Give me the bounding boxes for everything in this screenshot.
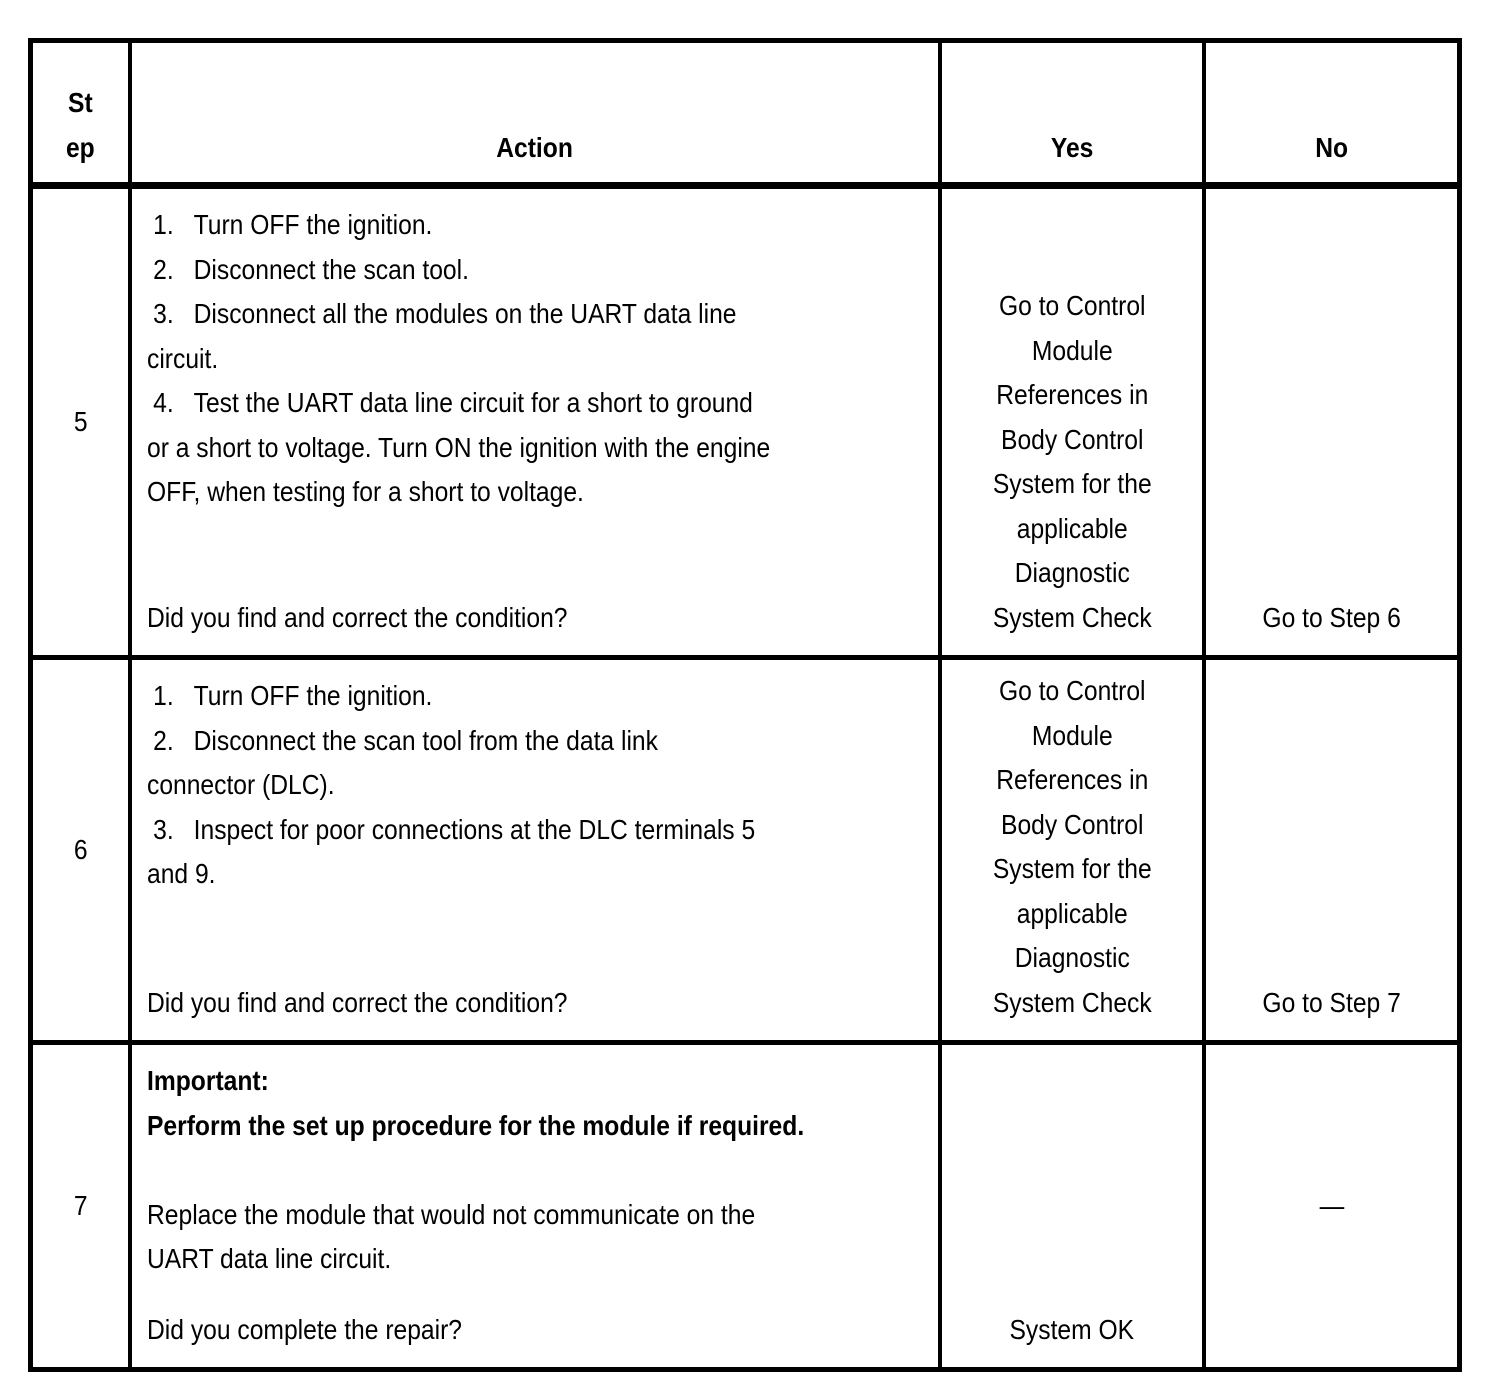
table-header-no-label: No (1315, 131, 1348, 163)
yes-line: System for the (992, 468, 1152, 499)
no-cell (1206, 189, 1457, 660)
table-header-yes (942, 43, 1206, 189)
action-line: Perform the set up procedure for the module if required. (147, 1109, 805, 1141)
no-lines (1262, 596, 1400, 641)
step-number: 5 (73, 405, 88, 437)
step-cell (33, 189, 132, 660)
action-lines (147, 203, 836, 515)
yes-line: System for the (992, 853, 1152, 884)
yes-line: Go to Control (998, 290, 1146, 321)
yes-line: References in (995, 764, 1149, 795)
action-line: 4. Test the UART data line circuit for a short to ground (153, 381, 836, 426)
yes-line: References in (995, 379, 1149, 410)
question-text: Did you find and correct the condition? (147, 601, 568, 633)
step-number: 7 (73, 1189, 88, 1221)
step-cell (33, 660, 132, 1045)
action-line: and 9. (147, 858, 216, 889)
list-number: 2. (153, 253, 174, 285)
yes-line: System OK (1009, 1313, 1135, 1345)
action-line: 2. Disconnect the scan tool from the data link (153, 719, 836, 764)
yes-cell (942, 1045, 1206, 1367)
action-line: or a short to voltage. Turn ON the ignition with the engine (147, 431, 771, 463)
table-header-step-label (66, 81, 95, 170)
yes-lines (993, 284, 1152, 640)
action-lines (147, 674, 836, 897)
table-header-action-label: Action (496, 131, 574, 163)
step-number: 6 (73, 833, 88, 865)
action-line: connector (DLC). (147, 769, 335, 800)
action-line: OFF, when testing for a short to voltage. (147, 476, 584, 507)
yes-line: Diagnostic (1014, 557, 1130, 588)
table-header-yes-label: Yes (1050, 131, 1094, 163)
yes-line: Module (1031, 334, 1113, 366)
action-cell (132, 1045, 942, 1367)
list-number: 2. (153, 724, 174, 756)
list-number: 1. (153, 680, 174, 711)
no-line: — (1319, 1189, 1344, 1221)
list-number: 3. (153, 298, 174, 329)
yes-line: applicable (1016, 512, 1128, 544)
yes-lines (993, 669, 1152, 1025)
yes-line: Diagnostic (1014, 942, 1130, 973)
action-line (147, 1148, 836, 1193)
table-header-no (1206, 43, 1457, 189)
yes-line: applicable (1016, 897, 1128, 929)
action-line: Important: (147, 1065, 269, 1096)
yes-lines (1010, 1308, 1135, 1353)
yes-line: System Check (992, 601, 1152, 633)
action-line: 3. Disconnect all the modules on the UART data line (153, 292, 836, 337)
action-cell (132, 660, 942, 1045)
action-line: circuit. (147, 342, 219, 374)
no-lines (1319, 1184, 1344, 1229)
action-line: UART data line circuit. (147, 1243, 392, 1274)
action-line: 1. Turn OFF the ignition. (153, 674, 836, 719)
action-line: 3. Inspect for poor connections at the DLC terminals 5 (153, 808, 836, 853)
action-lines (147, 1059, 836, 1282)
table-header-step-line1: St (68, 87, 93, 118)
list-number: 3. (153, 813, 174, 845)
yes-line: Body Control (1000, 808, 1144, 840)
action-line: Replace the module that would not communicate on the (147, 1198, 756, 1230)
action-line: 1. Turn OFF the ignition. (153, 203, 836, 248)
list-number: 1. (153, 209, 174, 240)
yes-cell (942, 189, 1206, 660)
yes-cell (942, 660, 1206, 1045)
table-header-action (132, 43, 942, 189)
diagnostic-table (28, 38, 1462, 1372)
no-line: Go to Step 7 (1262, 986, 1401, 1018)
list-number: 4. (153, 387, 174, 418)
step-cell (33, 1045, 132, 1367)
no-lines (1262, 981, 1400, 1026)
yes-line: Module (1031, 719, 1113, 751)
action-cell (132, 189, 942, 660)
yes-line: Body Control (1000, 423, 1144, 455)
no-cell (1206, 1045, 1457, 1367)
no-cell (1206, 660, 1457, 1045)
no-line: Go to Step 6 (1262, 601, 1401, 633)
table-header-step (33, 43, 132, 189)
question-text: Did you find and correct the condition? (147, 986, 568, 1018)
yes-line: Go to Control (998, 675, 1146, 706)
action-line: 2. Disconnect the scan tool. (153, 248, 836, 293)
yes-line: System Check (992, 986, 1152, 1018)
question-text: Did you complete the repair? (147, 1313, 463, 1345)
table-header-step-line2: ep (66, 131, 95, 163)
